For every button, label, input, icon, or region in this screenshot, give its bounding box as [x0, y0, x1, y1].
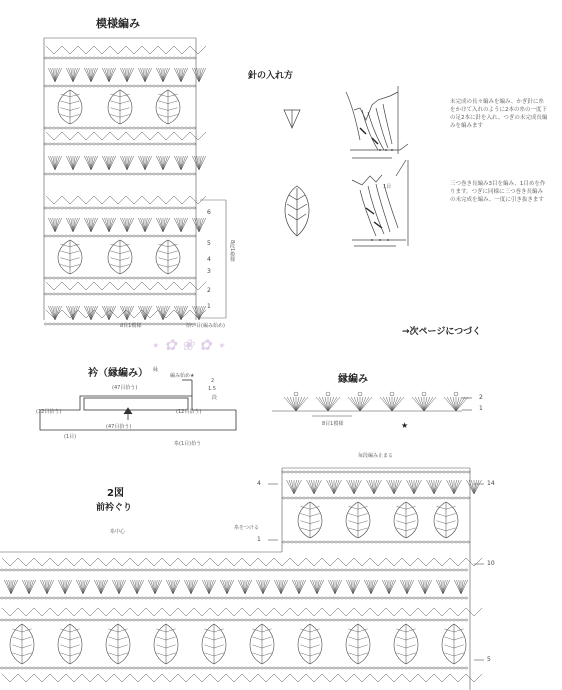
- collar-title: 衿（縁編み）: [88, 368, 148, 379]
- fig2-row-right-5: 5: [487, 656, 491, 663]
- svg-text:★: ★: [401, 421, 409, 430]
- edge-title: 縁編み: [338, 374, 368, 385]
- collar-bottom-right-label: 糸(1目)拾う: [174, 441, 202, 447]
- needle-title: 針の入れ方: [248, 71, 294, 81]
- collar-bottom-label: (47目拾う): [106, 424, 132, 430]
- pattern-side-label: 8段1模様: [229, 240, 235, 262]
- pattern-row-1: 1: [207, 303, 211, 310]
- collar-stack-1: 2: [211, 378, 215, 384]
- continue-note: →次ページにつづく: [402, 327, 482, 337]
- collar-stack-2: 1.5: [208, 386, 216, 392]
- fig2-row-left-4: 4: [257, 480, 261, 487]
- fig2-row-left-1: 1: [257, 536, 261, 543]
- collar-top-label: (47目拾う): [112, 385, 138, 391]
- needle-row-label: 1目: [383, 184, 392, 190]
- fig2-row-right-10: 10: [487, 560, 495, 567]
- fig2-subtitle: 前衿ぐり: [96, 503, 133, 513]
- pattern-row-2: 2: [207, 287, 211, 294]
- fig2-cont-label: 糸をつける: [234, 525, 260, 531]
- fig2-row-right-14: 14: [487, 480, 495, 487]
- edge-row-2: 2: [479, 394, 483, 401]
- edge-bottom-label: 8目1模様: [322, 421, 344, 427]
- needle-note-1: 未完成の長々編みを編み、かぎ針に糸をかけて入れのように2本の糸の一度下の足2本に針を入れ、つぎの未完成長編みを編みます: [450, 99, 548, 129]
- pattern-title: 模様編み: [96, 17, 140, 30]
- pattern-row-5: 5: [207, 240, 211, 247]
- collar-corner-label: (1目): [64, 434, 77, 440]
- collar-star-label: 編み始め★: [170, 373, 195, 379]
- edge-row-1: 1: [479, 405, 483, 412]
- watermark-logo: ⋆ ✿ ❀ ✿ ⋆: [150, 336, 226, 354]
- pattern-bottom-left: 8目1模様: [120, 323, 142, 329]
- collar-stack-3: 段: [212, 395, 218, 401]
- fig2-top-label: 毎段編み止まる: [358, 453, 394, 459]
- needle-note-2: 三つ巻き長編み3目を編み、1目めを作ります。つぎに同様に三つ巻き長編みの未完成を編み、一度に引き抜きます: [450, 181, 546, 203]
- pattern-row-6: 6: [207, 209, 211, 216]
- pattern-row-3: 3: [207, 268, 211, 275]
- fig2-left-label: 糸中心: [110, 529, 126, 535]
- fig2-title: 2図: [107, 488, 124, 499]
- pattern-bottom-right: 拾い目(編み始め): [186, 323, 225, 329]
- collar-right-label: (12目拾う): [176, 409, 202, 415]
- pattern-row-4: 4: [207, 256, 211, 263]
- collar-left-label: (12目拾う): [36, 409, 62, 415]
- collar-side-label: 縁: [153, 367, 159, 373]
